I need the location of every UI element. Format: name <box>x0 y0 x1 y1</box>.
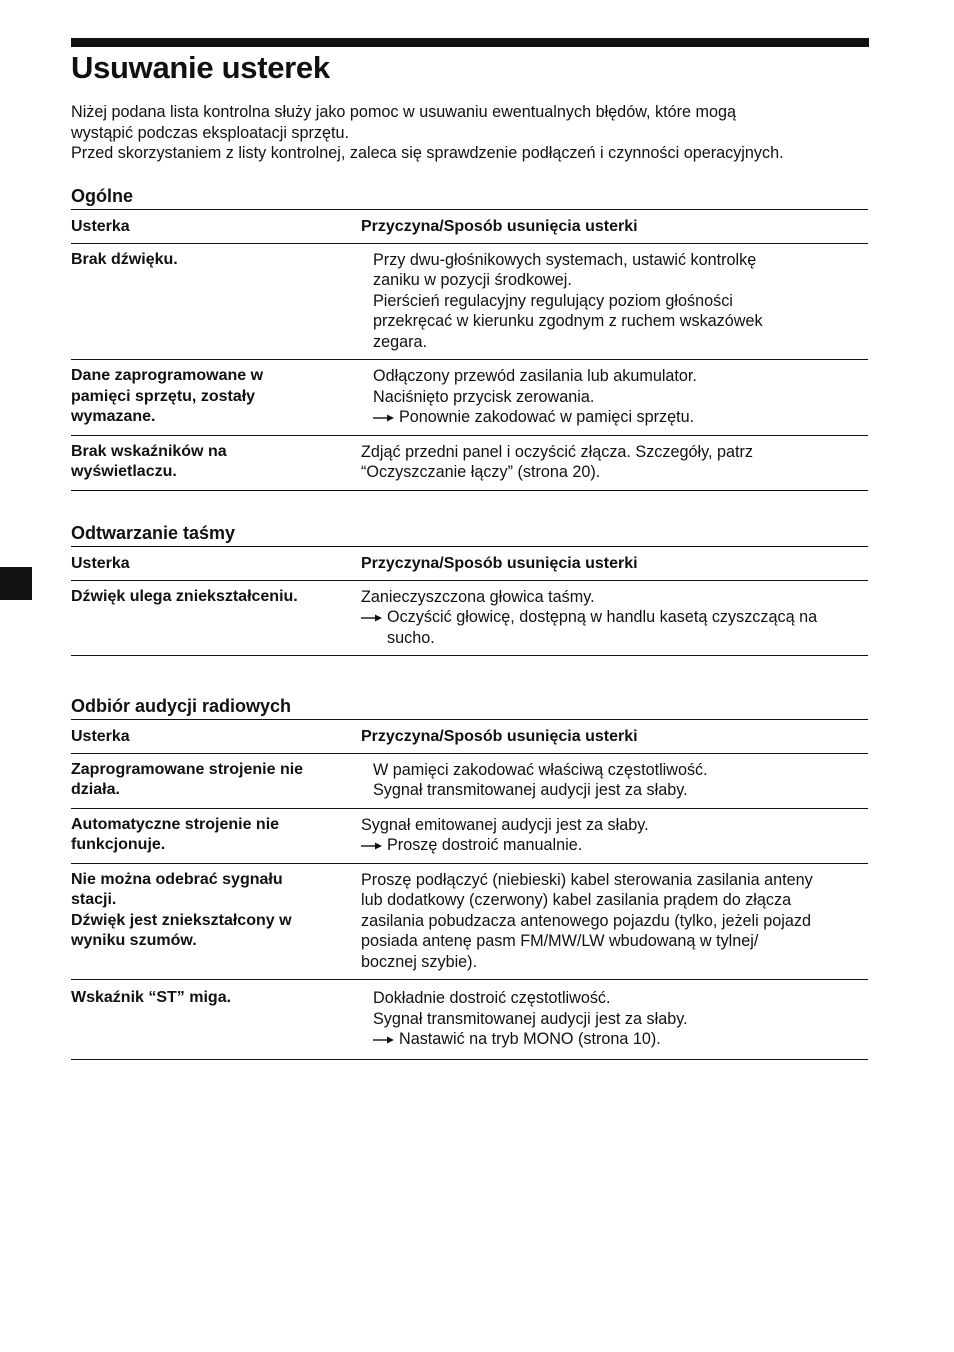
solution-cell <box>361 863 868 980</box>
table-header-row <box>71 720 868 754</box>
section-title: Ogólne <box>71 186 133 206</box>
troubleshooting-table <box>71 546 868 656</box>
column-header-solution: Przyczyna/Sposób usunięcia usterki <box>361 547 868 581</box>
solution-text: Sygnał transmitowanej audycji jest za słaby. <box>373 781 688 799</box>
arrow-right-icon <box>361 835 387 856</box>
symptom-text: Brak dźwięku. <box>71 250 178 268</box>
arrow-right-icon <box>373 1029 399 1050</box>
symptom-cell <box>71 243 361 360</box>
solution-text: Przy dwu-głośnikowych systemach, ustawić kontrolkę <box>373 250 757 269</box>
intro-line: Niżej podana lista kontrolna służy jako pomoc w usuwaniu ewentualnych błędów, które mogą <box>71 103 736 121</box>
solution-step-text: Ponownie zakodować w pamięci sprzętu. <box>399 408 695 426</box>
table-row <box>71 863 868 980</box>
symptom-text: Brak wskaźników na <box>71 442 227 460</box>
table-row <box>71 360 868 436</box>
solution-text: bocznej szybie). <box>361 952 478 971</box>
intro-line: wystąpić podczas eksploatacji sprzętu. <box>71 123 350 142</box>
intro-line: Przed skorzystaniem z listy kontrolnej, zaleca się sprawdzenie podłączeń i czynności operacyjnych. <box>71 144 784 162</box>
symptom-cell <box>71 360 361 436</box>
symptom-text: stacji. <box>71 891 117 908</box>
column-header-solution: Przyczyna/Sposób usunięcia usterki <box>361 720 868 754</box>
solution-cell <box>361 980 868 1060</box>
symptom-cell <box>71 980 361 1060</box>
symptom-cell <box>71 863 361 980</box>
solution-step-text: Nastawić na tryb MONO (strona 10). <box>399 1030 661 1048</box>
symptom-text: Automatyczne strojenie nie <box>71 815 280 833</box>
solution-text: “Oczyszczanie łączy” (strona 20). <box>361 463 601 481</box>
solution-text: Dokładnie dostroić częstotliwość. <box>373 989 611 1007</box>
symptom-text: pamięci sprzętu, zostały <box>71 387 256 405</box>
chapter-tab <box>0 567 32 600</box>
troubleshooting-table <box>71 209 868 491</box>
section-title: Odbiór audycji radiowych <box>71 696 292 716</box>
solution-text: zaniku w pozycji środkowej. <box>373 271 572 289</box>
column-header-solution: Przyczyna/Sposób usunięcia usterki <box>361 210 868 244</box>
table-row <box>71 753 868 808</box>
table-row <box>71 435 868 490</box>
symptom-text: Zaprogramowane strojenie nie <box>71 760 304 778</box>
section-tape-playback <box>71 522 868 656</box>
solution-cell <box>361 753 868 808</box>
solution-text: posiada antenę pasm FM/MW/LW wbudowaną w tylnej/ <box>361 932 759 950</box>
section-radio-reception <box>71 695 868 1060</box>
header-rule <box>71 38 869 47</box>
solution-cell <box>361 808 868 863</box>
solution-step <box>361 607 857 648</box>
solution-cell <box>361 243 868 360</box>
solution-text: Sygnał emitowanej audycji jest za słaby. <box>361 815 649 834</box>
arrow-right-icon <box>361 607 387 628</box>
section-title: Odtwarzanie taśmy <box>71 523 236 543</box>
symptom-cell <box>71 753 361 808</box>
symptom-text: Wskaźnik “ST” miga. <box>71 989 232 1006</box>
column-header-symptom: Usterka <box>71 547 361 581</box>
symptom-text: Dźwięk jest zniekształcony w <box>71 911 292 929</box>
solution-text: zasilania pobudzacza antenowego pojazdu (tylko, jeżeli pojazd <box>361 911 811 930</box>
solution-step-text: Oczyścić głowicę, dostępną w handlu kasetą czyszczącą na sucho. <box>387 608 818 647</box>
solution-text: Naciśnięto przycisk zerowania. <box>373 387 595 406</box>
symptom-text: wyniku szumów. <box>71 932 197 949</box>
table-header-row <box>71 547 868 581</box>
symptom-text: Dźwięk ulega zniekształceniu. <box>71 587 298 605</box>
symptom-text: funkcjonuje. <box>71 836 166 853</box>
solution-text: Odłączony przewód zasilania lub akumulator. <box>373 367 697 385</box>
table-row <box>71 243 868 360</box>
symptom-text: Dane zaprogramowane w <box>71 367 264 384</box>
solution-text: W pamięci zakodować właściwą częstotliwość. <box>373 760 708 779</box>
symptom-text: wymazane. <box>71 408 156 425</box>
symptom-cell <box>71 808 361 863</box>
section-general <box>71 185 868 491</box>
intro-paragraph <box>71 102 871 164</box>
symptom-text: działa. <box>71 781 120 798</box>
column-header-symptom: Usterka <box>71 210 361 244</box>
solution-step <box>361 835 868 856</box>
troubleshooting-table <box>71 719 868 1060</box>
solution-text: przekręcać w kierunku zgodnym z ruchem wskazówek <box>373 312 763 330</box>
table-row <box>71 808 868 863</box>
solution-text: Sygnał transmitowanej audycji jest za słaby. <box>373 1009 688 1028</box>
solution-cell <box>361 360 868 436</box>
solution-step <box>373 1029 868 1050</box>
page-title: Usuwanie usterek <box>71 50 330 85</box>
symptom-text: wyświetlaczu. <box>71 463 177 480</box>
table-row <box>71 980 868 1060</box>
solution-text: lub dodatkowy (czerwony) kabel zasilania prądem do złącza <box>361 891 792 909</box>
solution-text: Zdjąć przedni panel i oczyścić złącza. Szczegóły, patrz <box>361 442 753 461</box>
symptom-text: Nie można odebrać sygnału <box>71 870 283 888</box>
solution-cell <box>361 435 868 490</box>
arrow-right-icon <box>373 407 399 428</box>
symptom-cell <box>71 435 361 490</box>
solution-step <box>373 407 868 428</box>
table-header-row <box>71 210 868 244</box>
solution-step-text: Proszę dostroić manualnie. <box>387 836 583 854</box>
table-row <box>71 580 868 656</box>
solution-text: Zanieczyszczona głowica taśmy. <box>361 587 595 606</box>
solution-text: Pierścień regulacyjny regulujący poziom głośności <box>373 291 733 310</box>
solution-text: zegara. <box>373 332 427 351</box>
column-header-symptom: Usterka <box>71 720 361 754</box>
solution-cell <box>361 580 868 656</box>
symptom-cell <box>71 580 361 656</box>
solution-text: Proszę podłączyć (niebieski) kabel sterowania zasilania anteny <box>361 870 813 889</box>
